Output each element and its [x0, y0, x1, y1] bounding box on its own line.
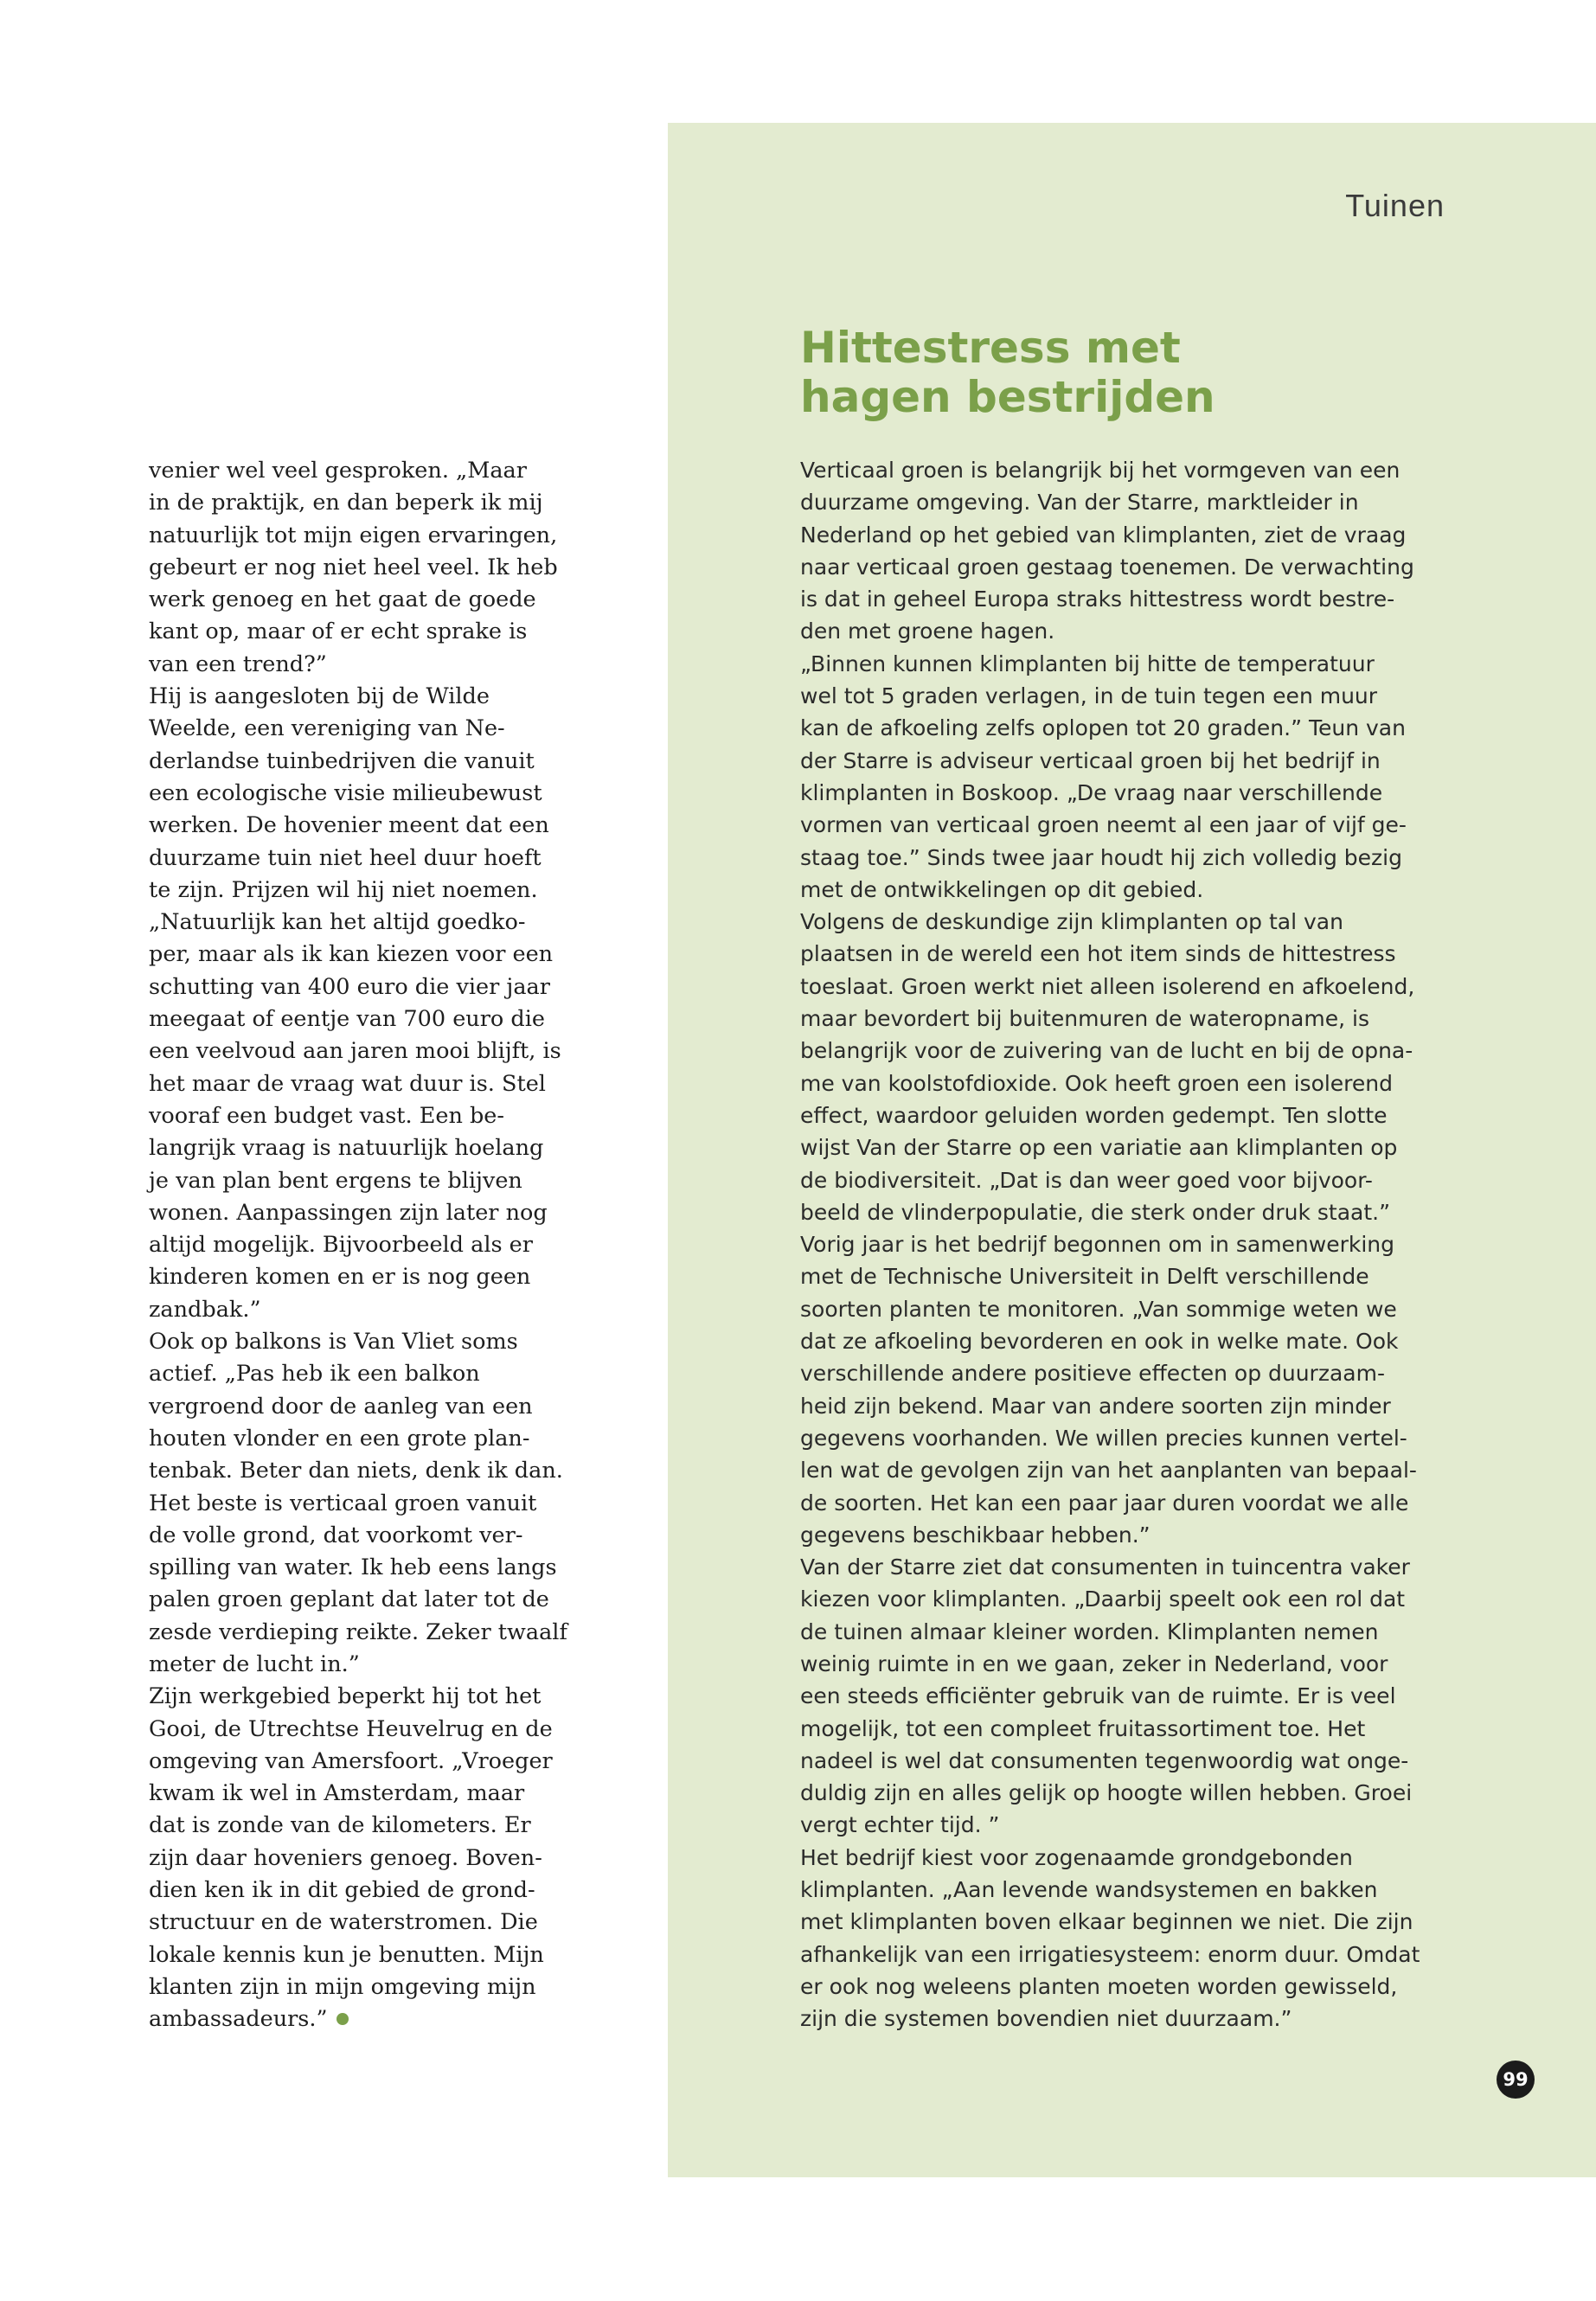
text-line: „Natuurlijk kan het altijd goedko- — [149, 909, 526, 936]
text-line: Weelde, een vereniging van Ne- — [149, 715, 505, 742]
text-line: weinig ruimte in en we gaan, zeker in Nederland, voor — [800, 1650, 1388, 1676]
text-line: gegevens voorhanden. We willen precies kunnen vertel- — [800, 1425, 1407, 1451]
text-line: in de praktijk, en dan beperk ik mij — [149, 490, 543, 516]
text-line: vormen van verticaal groen neemt al een jaar of vijf ge- — [800, 812, 1407, 838]
text-line: wonen. Aanpassingen zijn later nog — [149, 1199, 548, 1226]
text-line: met klimplanten boven elkaar beginnen we niet. Die zijn — [800, 1909, 1413, 1935]
text-line: kinderen komen en er is nog geen — [149, 1264, 531, 1291]
text-line: meter de lucht in.” — [149, 1650, 360, 1677]
text-line: Gooi, de Utrechtse Heuvelrug en de — [149, 1715, 553, 1742]
text-line: meegaat of eentje van 700 euro die — [149, 1006, 545, 1033]
text-line: er ook nog weleens planten moeten worden gewisseld, — [800, 1973, 1398, 1999]
text-line: gegevens beschikbaar hebben.” — [800, 1522, 1151, 1548]
article-paragraph — [800, 1228, 1458, 1551]
text-line: me van koolstofdioxide. Ook heeft groen een isolerend — [800, 1070, 1394, 1096]
text-line: duurzame omgeving. Van der Starre, marktleider in — [800, 490, 1359, 516]
text-line: duurzame tuin niet heel duur hoeft — [149, 844, 542, 871]
text-line: Volgens de deskundige zijn klimplanten op tal van — [800, 909, 1343, 935]
text-line: kwam ik wel in Amsterdam, maar — [149, 1780, 525, 1807]
article-paragraph — [800, 1842, 1458, 2035]
text-line: verschillende andere positieve effecten op duurzaam- — [800, 1361, 1385, 1387]
text-line: len wat de gevolgen zijn van het aanplanten van bepaal- — [800, 1458, 1417, 1484]
text-line: maar bevordert bij buitenmuren de wateropname, is — [800, 1006, 1369, 1032]
text-line: afhankelijk van een irrigatiesysteem: enorm duur. Omdat — [800, 1941, 1420, 1967]
text-line: altijd mogelijk. Bijvoorbeeld als er — [149, 1232, 533, 1259]
text-line: de tuinen almaar kleiner worden. Klimplanten nemen — [800, 1618, 1379, 1644]
text-line: belangrijk voor de zuivering van de lucht en bij de opna- — [800, 1038, 1413, 1064]
article-paragraph — [800, 906, 1458, 1228]
text-line: met de Technische Universiteit in Delft verschillende — [800, 1264, 1369, 1290]
text-line: plaatsen in de wereld een hot item sinds de hittestress — [800, 941, 1396, 967]
article-paragraph — [149, 681, 566, 1326]
text-line: heid zijn bekend. Maar van andere soorten zijn minder — [800, 1393, 1391, 1419]
text-line: Het bedrijf kiest voor zogenaamde grondgebonden — [800, 1844, 1353, 1870]
text-line: dien ken ik in dit gebied de grond- — [149, 1877, 535, 1904]
text-line: Van der Starre ziet dat consumenten in tuincentra vaker — [800, 1554, 1410, 1580]
text-line: zesde verdieping reikte. Zeker twaalf — [149, 1618, 567, 1645]
text-line: zijn daar hoveniers genoeg. Boven- — [149, 1844, 542, 1871]
text-line: klanten zijn in mijn omgeving mijn — [149, 1973, 536, 2000]
text-line: venier wel veel gesproken. „Maar — [149, 458, 527, 484]
text-line: spilling van water. Ik heb eens langs — [149, 1554, 557, 1581]
text-line: kiezen voor klimplanten. „Daarbij speelt ook een rol dat — [800, 1586, 1406, 1612]
text-line: dat is zonde van de kilometers. Er — [149, 1812, 531, 1839]
text-line: werk genoeg en het gaat de goede — [149, 586, 536, 613]
text-line: „Binnen kunnen klimplanten bij hitte de temperatuur — [800, 651, 1375, 676]
text-line: wijst Van der Starre op een variatie aan klimplanten op — [800, 1135, 1398, 1161]
section-label: Tuinen — [1345, 188, 1445, 223]
text-line: der Starre is adviseur verticaal groen bij het bedrijf in — [800, 747, 1381, 773]
text-line: actief. „Pas heb ik een balkon — [149, 1361, 480, 1388]
article-paragraph — [149, 1326, 566, 1681]
article-paragraph — [149, 455, 566, 681]
text-line: van een trend?” — [149, 651, 327, 677]
sidebar-title-line: hagen bestrijden — [800, 372, 1215, 422]
article-paragraph — [800, 454, 1458, 648]
text-line: is dat in geheel Europa straks hittestress wordt bestre- — [800, 586, 1395, 612]
text-line: het maar de vraag wat duur is. Stel — [149, 1070, 546, 1097]
text-line: mogelijk, tot een compleet fruitassortiment toe. Het — [800, 1715, 1366, 1741]
text-line: schutting van 400 euro die vier jaar — [149, 973, 550, 1000]
text-line: je van plan bent ergens te blijven — [149, 1167, 522, 1194]
page-number-badge: 99 — [1497, 2061, 1535, 2099]
text-line: klimplanten. „Aan levende wandsystemen en bakken — [800, 1877, 1378, 1903]
text-line: de volle grond, dat voorkomt ver- — [149, 1522, 523, 1548]
text-line: werken. De hovenier meent dat een — [149, 812, 549, 839]
text-line: per, maar als ik kan kiezen voor een — [149, 941, 554, 968]
text-line: structuur en de waterstromen. Die — [149, 1909, 538, 1936]
text-line: Nederland op het gebied van klimplanten, ziet de vraag — [800, 522, 1407, 548]
text-line: kant op, maar of er echt sprake is — [149, 619, 528, 645]
main-article-column — [149, 455, 566, 2036]
text-line: tenbak. Beter dan niets, denk ik dan. — [149, 1458, 563, 1484]
text-line: wel tot 5 graden verlagen, in de tuin tegen een muur — [800, 683, 1378, 709]
text-line: natuurlijk tot mijn eigen ervaringen, — [149, 522, 558, 548]
sidebar-article-body — [800, 454, 1458, 2035]
text-line: nadeel is wel dat consumenten tegenwoordig wat onge- — [800, 1747, 1409, 1773]
text-line: lokale kennis kun je benutten. Mijn — [149, 1941, 544, 1968]
text-line: staag toe.” Sinds twee jaar houdt hij zich volledig bezig — [800, 844, 1402, 870]
text-line: palen groen geplant dat later tot de — [149, 1586, 549, 1613]
text-line: te zijn. Prijzen wil hij niet noemen. — [149, 876, 538, 903]
text-line: de biodiversiteit. „Dat is dan weer goed voor bijvoor- — [800, 1167, 1373, 1193]
article-end-dot-icon — [337, 2013, 349, 2025]
text-line: dat ze afkoeling bevorderen en ook in welke mate. Ook — [800, 1329, 1399, 1355]
text-line: ambassadeurs.” — [149, 2003, 566, 2035]
text-line: soorten planten te monitoren. „Van sommige weten we — [800, 1296, 1397, 1322]
text-line: den met groene hagen. — [800, 619, 1055, 644]
text-line: Ook op balkons is Van Vliet soms — [149, 1329, 518, 1356]
text-line: een ecologische visie milieubewust — [149, 779, 542, 806]
text-line: met de ontwikkelingen op dit gebied. — [800, 876, 1204, 902]
text-line: vergt echter tijd. ” — [800, 1812, 1000, 1838]
text-line: vergroend door de aanleg van een — [149, 1393, 533, 1420]
sidebar-title-line: Hittestress met — [800, 323, 1181, 373]
text-line: houten vlonder en een grote plan- — [149, 1425, 530, 1452]
article-paragraph — [149, 1681, 566, 2035]
article-paragraph — [800, 648, 1458, 906]
text-line: Het beste is verticaal groen vanuit — [149, 1490, 537, 1516]
text-line: zijn die systemen bovendien niet duurzaam.” — [800, 2006, 1292, 2032]
text-line: beeld de vlinderpopulatie, die sterk onder druk staat.” — [800, 1199, 1391, 1225]
text-line: klimplanten in Boskoop. „De vraag naar verschillende — [800, 779, 1383, 805]
text-line: kan de afkoeling zelfs oplopen tot 20 graden.” Teun van — [800, 715, 1406, 741]
text-line: derlandse tuinbedrijven die vanuit — [149, 747, 535, 774]
text-line: omgeving van Amersfoort. „Vroeger — [149, 1747, 553, 1774]
text-line: Hij is aangesloten bij de Wilde — [149, 683, 490, 710]
text-line: een steeds efficiënter gebruik van de ruimte. Er is veel — [800, 1683, 1396, 1709]
text-line: een veelvoud aan jaren mooi blijft, is — [149, 1038, 561, 1065]
text-line: Vorig jaar is het bedrijf begonnen om in samenwerking — [800, 1232, 1395, 1258]
text-line: zandbak.” — [149, 1296, 261, 1323]
article-paragraph — [800, 1551, 1458, 1842]
text-line: toeslaat. Groen werkt niet alleen isolerend en afkoelend, — [800, 973, 1415, 999]
text-line: de soorten. Het kan een paar jaar duren voordat we alle — [800, 1490, 1409, 1516]
text-line: vooraf een budget vast. Een be- — [149, 1102, 505, 1129]
text-line: naar verticaal groen gestaag toenemen. De verwachting — [800, 554, 1414, 580]
text-line: gebeurt er nog niet heel veel. Ik heb — [149, 554, 558, 580]
text-line: Verticaal groen is belangrijk bij het vormgeven van een — [800, 458, 1401, 483]
text-line: langrijk vraag is natuurlijk hoelang — [149, 1135, 544, 1162]
text-line: Zijn werkgebied beperkt hij tot het — [149, 1683, 542, 1710]
sidebar-title — [800, 324, 1458, 422]
text-line: duldig zijn en alles gelijk op hoogte willen hebben. Groei — [800, 1780, 1413, 1806]
text-line: effect, waardoor geluiden worden gedempt. Ten slotte — [800, 1102, 1388, 1128]
